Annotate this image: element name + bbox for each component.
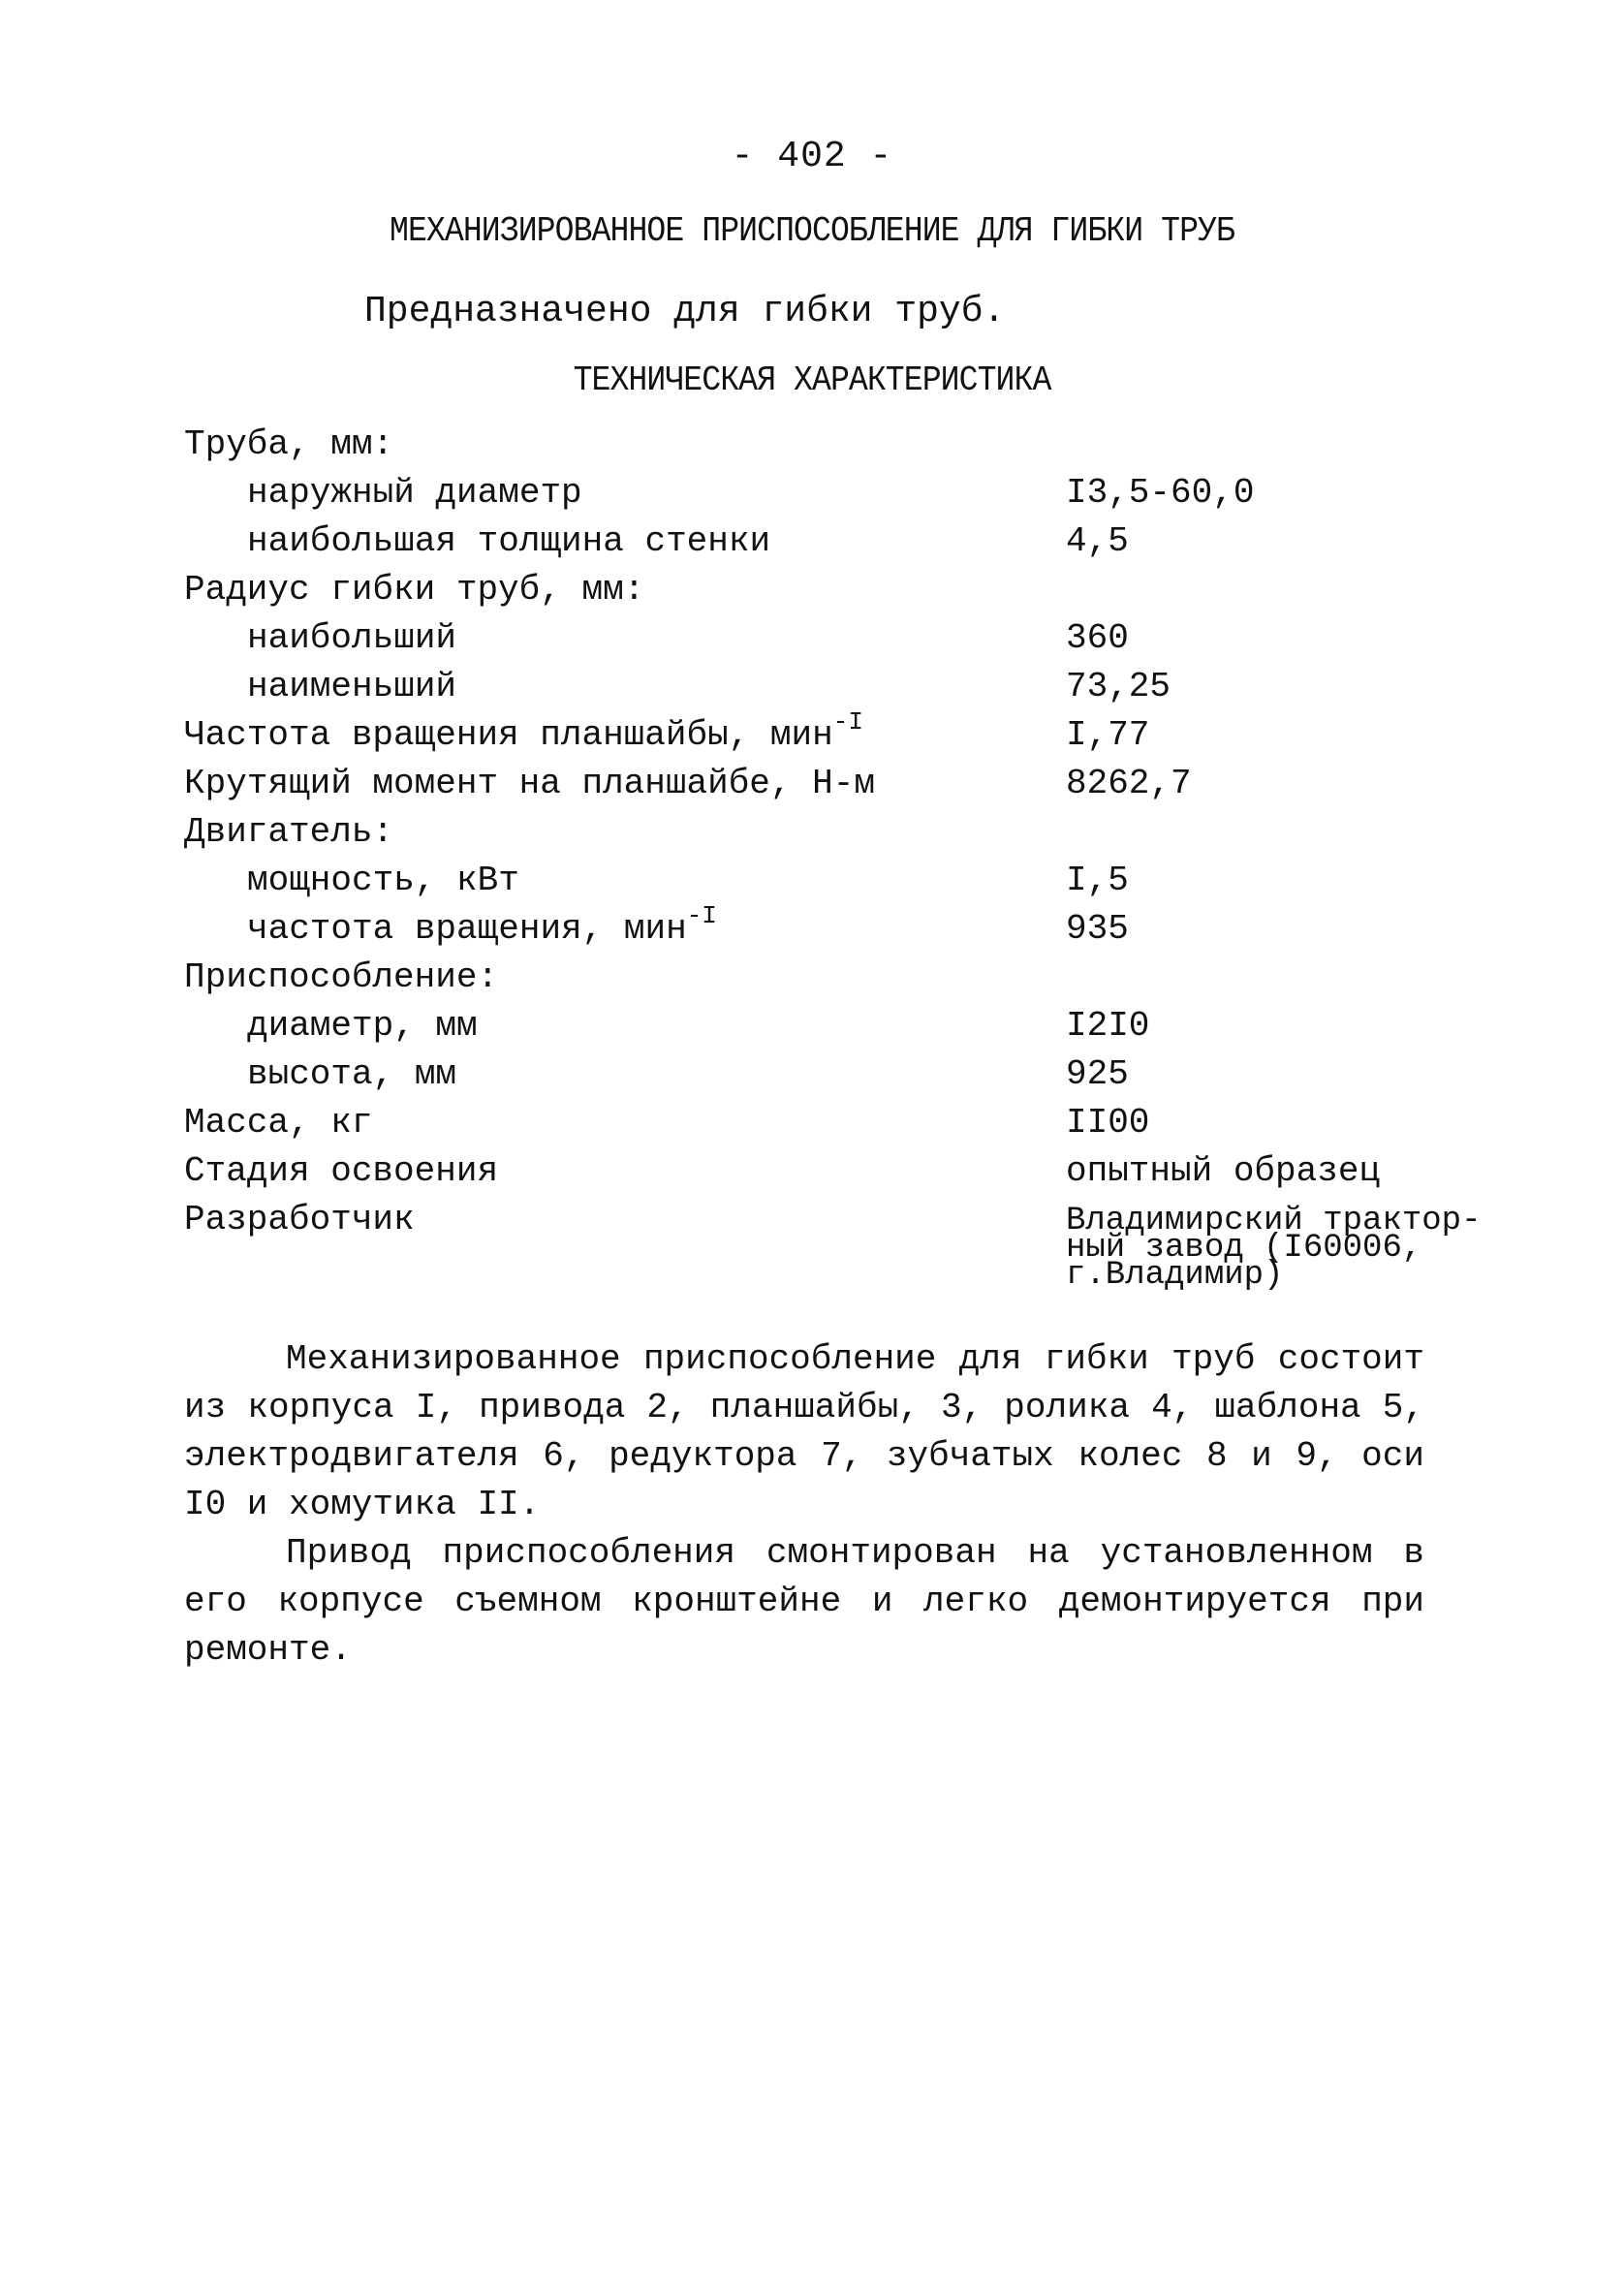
- spec-heading: ТЕХНИЧЕСКАЯ ХАРАКТЕРИСТИКА: [573, 360, 1051, 400]
- purpose-statement: Предназначено для гибки труб.: [364, 291, 1006, 332]
- unit-exponent: -I: [832, 707, 863, 737]
- paragraph: Привод приспособления смонтирован на установленном в его корпусе съемном кронштейне и легко демонтируется при ремонте.: [184, 1533, 1424, 1670]
- spec-value: I,77: [1066, 715, 1150, 755]
- spec-label: Стадия освоения: [184, 1151, 499, 1191]
- spec-row: [184, 901, 1541, 954]
- spec-value: 73,25: [1066, 667, 1171, 706]
- spec-row: [184, 1147, 1541, 1196]
- spec-value: 8262,7: [1066, 764, 1192, 803]
- spec-label: Разработчик: [184, 1200, 415, 1239]
- spec-value: 925: [1066, 1054, 1129, 1094]
- spec-row: [184, 1099, 1541, 1147]
- developer-value: Владимирский трактор- ный завод (I60006, г.Владимир): [1066, 1203, 1482, 1294]
- spec-row: [184, 517, 1541, 566]
- paragraph: Механизированное приспособление для гибки труб состоит из корпуса I, привода 2, планшайбы, 3, ролика 4, шаблона 5, электродвигателя 6, редуктора 7, зубчатых колес 8 и 9, оси I0 и хомутика II.: [184, 1339, 1424, 1524]
- spec-value: I3,5-60,0: [1066, 473, 1255, 513]
- unit-exponent: -I: [686, 901, 717, 930]
- spec-value: 4,5: [1066, 521, 1129, 561]
- spec-label: диаметр, мм: [247, 1006, 478, 1046]
- spec-label: Масса, кг: [184, 1103, 373, 1143]
- spec-row: [184, 469, 1541, 517]
- spec-label: Крутящий момент на планшайбе, Н-м: [184, 764, 875, 803]
- spec-row: [184, 1196, 1541, 1294]
- spec-label: Двигатель:: [184, 812, 394, 852]
- spec-value: 935: [1066, 909, 1129, 949]
- spec-value: опытный образец: [1066, 1151, 1381, 1191]
- spec-row: [184, 760, 1541, 808]
- spec-label: высота, мм: [247, 1054, 457, 1094]
- description-body: [184, 1335, 1424, 1675]
- spec-value: I2I0: [1066, 1006, 1150, 1046]
- spec-label: мощность, кВт: [247, 861, 519, 900]
- spec-label-with-unit: [184, 901, 717, 954]
- page-number: - 402 -: [731, 136, 893, 177]
- spec-label: наибольшая толщина стенки: [247, 521, 771, 561]
- spec-row: [184, 1002, 1541, 1050]
- spec-label-with-unit: [184, 707, 863, 760]
- spec-label: наибольший: [247, 618, 457, 658]
- document-title: МЕХАНИЗИРОВАННОЕ ПРИСПОСОБЛЕНИЕ ДЛЯ ГИБКИ ТРУБ: [390, 211, 1234, 251]
- spec-value: II00: [1066, 1103, 1150, 1143]
- spec-row: [184, 707, 1541, 760]
- spec-label: наружный диаметр: [247, 473, 582, 513]
- spec-row: [184, 808, 1541, 857]
- spec-row: [184, 1050, 1541, 1099]
- spec-label: Приспособление:: [184, 957, 499, 997]
- spec-table: [184, 421, 1541, 1294]
- spec-row: [184, 421, 1541, 469]
- spec-label: наименьший: [247, 667, 457, 706]
- spec-label-text: Частота вращения планшайбы, мин: [184, 715, 833, 755]
- spec-row: [184, 954, 1541, 1002]
- spec-row: [184, 614, 1541, 663]
- spec-label: Труба, мм:: [184, 424, 394, 464]
- spec-value: 360: [1066, 618, 1129, 658]
- spec-label: Радиус гибки труб, мм:: [184, 570, 645, 610]
- spec-row: [184, 857, 1541, 905]
- spec-row: [184, 663, 1541, 711]
- spec-value: I,5: [1066, 861, 1129, 900]
- spec-label-text: частота вращения, мин: [247, 909, 687, 949]
- spec-row: [184, 566, 1541, 614]
